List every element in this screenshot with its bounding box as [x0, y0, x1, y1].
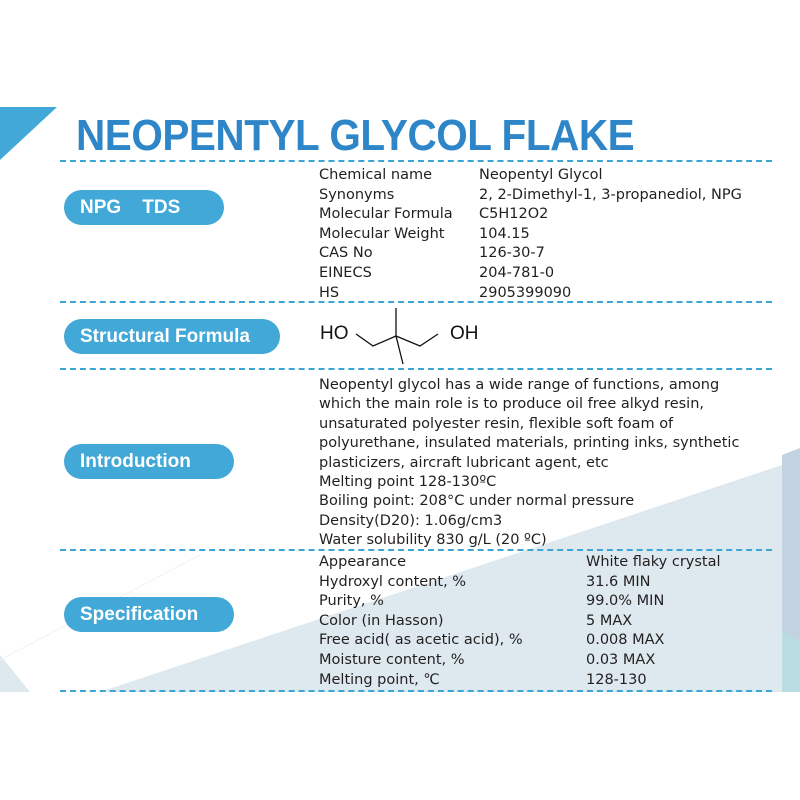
- structural-formula-diagram: [318, 304, 498, 370]
- tds-value: 126-30-7: [479, 245, 545, 262]
- light-wedge-left: [0, 655, 30, 692]
- intro-line: Neopentyl glycol has a wide range of functions, among: [319, 377, 720, 393]
- tds-key: EINECS: [319, 264, 372, 281]
- spec-value: White flaky crystal: [586, 554, 721, 570]
- pill-specification: Specification: [64, 597, 234, 632]
- pill-introduction: Introduction: [64, 444, 234, 479]
- spec-value: 0.03 MAX: [586, 651, 656, 668]
- spec-value: 0.008 MAX: [586, 632, 665, 649]
- svg-text:HO: HO: [320, 323, 349, 344]
- tds-row: [319, 264, 742, 284]
- tds-row: [319, 284, 742, 304]
- specification-table: [319, 553, 721, 690]
- spec-value: 128-130: [586, 671, 647, 688]
- tds-key: Molecular Formula: [319, 206, 453, 223]
- intro-line: plasticizers, aircraft lubricant agent, etc: [319, 454, 609, 471]
- tds-key: HS: [319, 284, 340, 301]
- tds-row: [319, 166, 742, 186]
- spec-row: [319, 671, 721, 691]
- intro-line: Water solubility 830 g/L (20 ºC): [319, 532, 547, 549]
- intro-line: Boiling point: 208°C under normal pressure: [319, 493, 635, 510]
- spec-value: 99.0% MIN: [586, 593, 665, 610]
- spec-row: [319, 651, 721, 671]
- spec-row: [319, 631, 721, 651]
- tds-key: Molecular Weight: [319, 225, 445, 242]
- spec-row: [319, 612, 721, 632]
- tds-table: [319, 166, 742, 303]
- right-strip-teal: [782, 630, 800, 692]
- spec-key: Free acid( as acetic acid), %: [319, 632, 523, 649]
- divider-bottom: [60, 690, 772, 692]
- spec-row: [319, 573, 721, 593]
- intro-line: which the main role is to produce oil free alkyd resin,: [319, 396, 705, 413]
- spec-key: Purity, %: [319, 593, 384, 610]
- tds-row: [319, 205, 742, 225]
- tds-value: Neopentyl Glycol: [479, 167, 603, 183]
- intro-line: Density(D20): 1.06g/cm3: [319, 512, 503, 529]
- introduction-text: [319, 376, 779, 551]
- intro-line: Melting point 128-130ºC: [319, 474, 497, 491]
- tds-value: 104.15: [479, 225, 530, 242]
- pill-npg-tds: NPG TDS: [64, 190, 224, 225]
- spec-key: Color (in Hasson): [319, 612, 444, 629]
- pill-structural-formula: Structural Formula: [64, 319, 280, 354]
- tds-key: CAS No: [319, 245, 373, 262]
- intro-line: unsaturated polyester resin, flexible soft foam of: [319, 415, 674, 432]
- spec-key: Appearance: [319, 554, 407, 570]
- tds-key: Synonyms: [319, 186, 395, 203]
- corner-triangle: [0, 107, 57, 160]
- spec-value: 5 MAX: [586, 612, 633, 629]
- tds-value: 204-781-0: [479, 264, 555, 281]
- tds-row: [319, 225, 742, 245]
- spec-key: Moisture content, %: [319, 651, 465, 668]
- divider-top: [60, 160, 772, 162]
- tds-row: [319, 186, 742, 206]
- svg-text:OH: OH: [450, 323, 479, 344]
- tds-row: [319, 244, 742, 264]
- spec-key: Hydroxyl content, %: [319, 573, 467, 590]
- tds-value: 2, 2-Dimethyl-1, 3-propanediol, NPG: [479, 186, 742, 203]
- tds-value: 2905399090: [479, 284, 572, 301]
- spec-row: [319, 592, 721, 612]
- page-title: NEOPENTYL GLYCOL FLAKE: [76, 111, 635, 160]
- spec-row: [319, 553, 721, 573]
- tds-value: C5H12O2: [479, 206, 549, 223]
- intro-line: polyurethane, insulated materials, printing inks, synthetic: [319, 435, 740, 452]
- tds-key: Chemical name: [319, 167, 433, 183]
- spec-key: Melting point, ℃: [319, 671, 440, 688]
- spec-value: 31.6 MIN: [586, 573, 651, 590]
